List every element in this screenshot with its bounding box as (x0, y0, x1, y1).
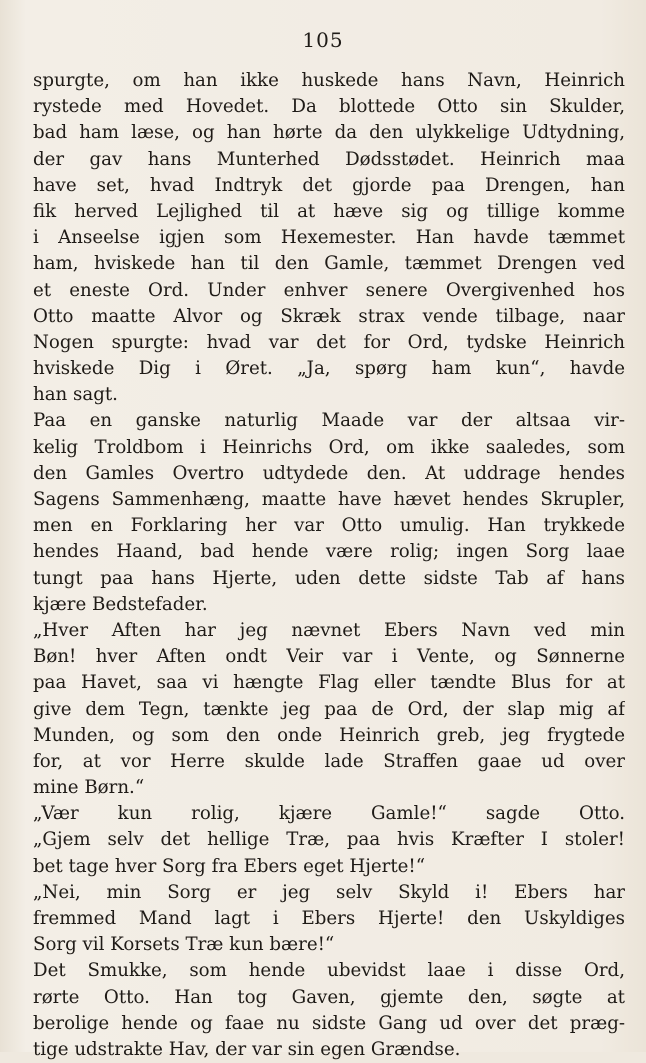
text-line: der gav hans Munterhed Dødsstødet. Heinrich maa (33, 148, 625, 170)
text-line: give dem Tegn, tænkte jeg paa de Ord, der slap mig af (33, 698, 625, 720)
text-line: Otto maatte Alvor og Skræk strax vende tilbage, naar (33, 305, 625, 327)
text-line: fik herved Lejlighed til at hæve sig og tillige komme (33, 200, 625, 222)
text-line: fremmed Mand lagt i Ebers Hjerte! den Uskyldiges (33, 908, 625, 929)
text-line: „Hver Aften har jeg nævnet Ebers Navn ved min (33, 619, 625, 641)
text-line: „Vær kun rolig, kjære Gamle!“ sagde Otto. (33, 803, 625, 825)
text-line: Sorg vil Korsets Træ kun bære!“ (33, 934, 335, 956)
page-number: 105 (302, 28, 344, 52)
text-line: „Nei, min Sorg er jeg selv Skyld i! Ebers har (33, 881, 625, 903)
text-line: for, at vor Herre skulde lade Straffen gaae ud over (33, 750, 625, 772)
text-line: „Gjem selv det hellige Træ, paa hvis Kræfter I stoler! (33, 829, 625, 851)
text-line: bad ham læse, og han hørte da den ulykkelige Udtydning, (33, 122, 625, 144)
text-line: tungt paa hans Hjerte, uden dette sidste Tab af hans (33, 567, 625, 589)
text-line: mine Børn.“ (33, 777, 145, 799)
text-line: hendes Haand, bad hende være rolig; ingen Sorg laae (33, 541, 625, 563)
text-line: rystede med Hovedet. Da blottede Otto sin Skulder, (33, 96, 625, 118)
text-line: berolige hende og faae nu sidste Gang ud over det præg- (33, 1012, 625, 1034)
text-line: Det Smukke, som hende ubevidst laae i disse Ord, (33, 960, 625, 982)
text-line: han sagt. (33, 384, 118, 406)
text-line: kelig Troldbom i Heinrichs Ord, om ikke saaledes, som (33, 436, 625, 458)
text-line: Sagens Sammenhæng, maatte have hævet hendes Skrupler, (33, 489, 625, 510)
text-line: spurgte, om han ikke huskede hans Navn, Heinrich (33, 70, 625, 91)
text-line: men en Forklaring her var Otto umulig. Han trykkede (33, 515, 625, 537)
text-line: et eneste Ord. Under enhver senere Overgivenhed hos (33, 279, 625, 301)
text-line: Paa en ganske naturlig Maade var der altsaa vir- (33, 410, 625, 432)
text-line: paa Havet, saa vi hængte Flag eller tændte Blus for at (33, 672, 625, 694)
body-text (33, 68, 625, 1063)
text-line: hviskede Dig i Øret. „Ja, spørg ham kun“, havde (33, 358, 625, 380)
text-line: den Gamles Overtro udtydede den. At uddrage hendes (33, 462, 625, 484)
text-line: i Anseelse igjen som Hexemester. Han havde tæmmet (33, 227, 625, 249)
text-line: kjære Bedstefader. (33, 593, 208, 615)
text-line: Munden, og som den onde Heinrich greb, jeg frygtede (33, 724, 625, 746)
text-line: bet tage hver Sorg fra Ebers eget Hjerte!“ (33, 855, 426, 877)
text-line: ham, hviskede han til den Gamle, tæmmet Drengen ved (33, 253, 625, 275)
text-line: tige udstrakte Hav, der var sin egen Grændse. (33, 1038, 461, 1060)
text-line: Nogen spurgte: hvad var det for Ord, tydske Heinrich (33, 331, 625, 353)
text-line: Bøn! hver Aften ondt Veir var i Vente, og Sønnerne (33, 646, 625, 668)
text-line: have set, hvad Indtryk det gjorde paa Drengen, han (33, 174, 625, 196)
text-line: rørte Otto. Han tog Gaven, gjemte den, søgte at (33, 986, 625, 1008)
